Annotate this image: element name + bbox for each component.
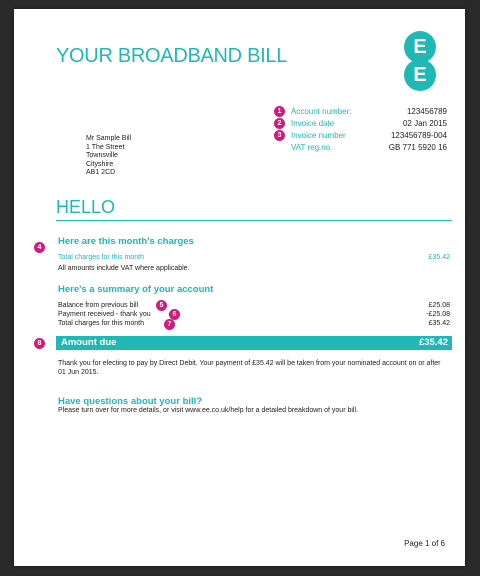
callout-badge-6: 6 (169, 309, 180, 320)
summary-row-value: £25.08 (428, 302, 450, 309)
summary-row-value: £35.42 (428, 320, 450, 327)
ee-logo-top: E (404, 31, 436, 63)
total-charges-label: Total charges for this month (58, 254, 144, 261)
vat-reg-label: VAT reg.no. (291, 143, 333, 152)
summary-heading: Here's a summary of your account (58, 284, 214, 295)
vat-reg-value: GB 771 5920 16 (388, 143, 447, 152)
address-line: Mr Sample Bill (86, 135, 132, 142)
customer-address (86, 135, 131, 178)
address-line: AB1 2CD (86, 169, 116, 177)
hello-heading: HELLO (56, 197, 116, 217)
hello-divider (56, 220, 452, 221)
bill-title: YOUR BROADBAND BILL (56, 45, 288, 67)
callout-badge-8: 8 (34, 338, 45, 349)
summary-row-value: -£25.08 (426, 311, 450, 318)
direct-debit-text: Thank you for electing to pay by Direct Debit. Your payment of £35.42 will be taken from your nominated account on or after 01 Jun 2015. (58, 360, 441, 376)
address-line: Townsville (86, 152, 118, 160)
address-line: 1 The Street (86, 143, 125, 151)
invoice-date-label: Invoice date (291, 119, 335, 128)
vat-note: All amounts include VAT where applicable. (58, 265, 190, 272)
callout-badge-3: 3 (274, 130, 285, 141)
questions-heading: Have questions about your bill? (58, 396, 203, 407)
amount-due-value: £35.42 (418, 337, 448, 348)
callout-badge-5: 5 (156, 300, 167, 311)
page-number: Page 1 of 6 (404, 539, 445, 548)
summary-row-label: Balance from previous bill (58, 302, 139, 309)
account-number-label: Account number: (291, 107, 352, 116)
callout-badge-7: 7 (164, 319, 175, 330)
address-line: Cityshire (86, 160, 114, 168)
summary-row-label: Total charges for this month (58, 320, 144, 327)
charges-heading: Here are this month's charges (58, 236, 194, 247)
invoice-date-value: 02 Jan 2015 (402, 119, 447, 128)
total-charges-value: £35.42 (428, 254, 450, 261)
summary-row-label: Payment received - thank you (58, 311, 151, 318)
ee-logo-bottom: E (404, 59, 436, 91)
amount-due-bar (56, 336, 452, 350)
bill-page (14, 9, 465, 566)
questions-text: Please turn over for more details, or visit www.ee.co.uk/help for a detailed breakdown of your bill. (58, 407, 358, 414)
callout-badge-4: 4 (34, 242, 45, 253)
invoice-number-value: 123456789-004 (390, 131, 447, 140)
callout-badge-2: 2 (274, 118, 285, 129)
callout-badge-1: 1 (274, 106, 285, 117)
amount-due-label: Amount due (61, 337, 117, 348)
account-number-value: 123456789 (406, 107, 447, 116)
invoice-number-label: Invoice number (291, 131, 346, 140)
